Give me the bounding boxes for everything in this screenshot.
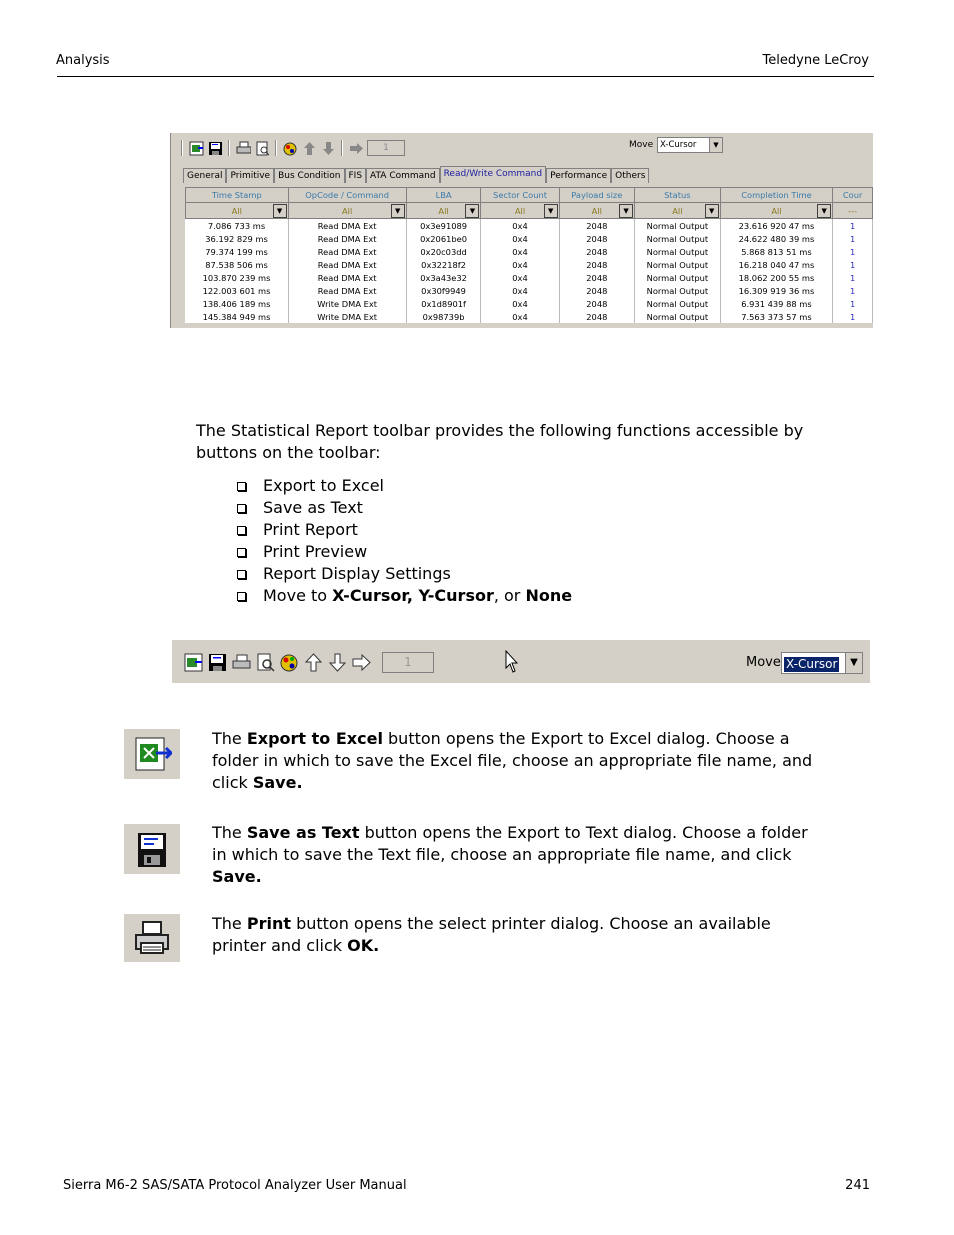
column-header[interactable]: Time Stamp: [186, 188, 289, 203]
column-header[interactable]: Payload size: [559, 188, 634, 203]
table-cell: 138.406 189 ms: [186, 297, 289, 310]
table-cell: 2048: [559, 258, 634, 271]
table-cell: Normal Output: [635, 219, 721, 233]
table-cell: 0x4: [481, 271, 559, 284]
export-excel-icon: [124, 729, 180, 779]
footer-manual-title: Sierra M6-2 SAS/SATA Protocol Analyzer User Manual: [63, 1178, 407, 1193]
statistical-report-screenshot: [170, 133, 873, 328]
table-cell: 0x1d8901f: [406, 297, 481, 310]
table-cell: 122.003 601 ms: [186, 284, 289, 297]
table-cell: Normal Output: [635, 232, 721, 245]
page-spinner[interactable]: 1: [382, 652, 434, 673]
table-row[interactable]: [186, 310, 873, 323]
tab-general[interactable]: General: [183, 168, 226, 183]
table-cell: 2048: [559, 310, 634, 323]
header-rule: [57, 76, 874, 77]
column-filter[interactable]: ---: [833, 203, 873, 219]
column-header[interactable]: Sector Count: [481, 188, 559, 203]
table-cell: 2048: [559, 245, 634, 258]
tab-performance[interactable]: Performance: [546, 168, 611, 183]
table-cell: 0x4: [481, 258, 559, 271]
print-description: The Print button opens the select printer dialog. Choose an available printer and click OK.: [212, 914, 771, 955]
move-select[interactable]: [781, 652, 863, 674]
chevron-down-icon[interactable]: ▼: [845, 653, 862, 673]
table-cell: 2048: [559, 219, 634, 233]
column-filter[interactable]: All ▼: [720, 203, 833, 219]
save-text-description: The Save as Text button opens the Export to Text dialog. Choose a folder in which to save the Text file, choose an appropriate file name, and click Save.: [212, 823, 808, 886]
report-toolbar: [181, 137, 405, 159]
tab-fis[interactable]: FIS: [345, 168, 367, 183]
column-header[interactable]: LBA: [406, 188, 481, 203]
arrow-up-icon[interactable]: [304, 653, 323, 672]
column-filter[interactable]: All ▼: [481, 203, 559, 219]
table-cell: Normal Output: [635, 271, 721, 284]
table-cell: 87.538 506 ms: [186, 258, 289, 271]
column-header[interactable]: Cour: [833, 188, 873, 203]
print-preview-icon[interactable]: [256, 653, 275, 672]
table-cell: 103.870 239 ms: [186, 271, 289, 284]
table-cell: 7.563 373 57 ms: [720, 310, 833, 323]
table-cell: Normal Output: [635, 284, 721, 297]
column-filter[interactable]: All ▼: [635, 203, 721, 219]
print-icon[interactable]: [235, 140, 251, 156]
table-cell: 0x4: [481, 284, 559, 297]
column-filter[interactable]: All ▼: [559, 203, 634, 219]
move-label: Move: [629, 140, 654, 150]
print-preview-icon[interactable]: [254, 140, 270, 156]
table-cell: 24.622 480 39 ms: [720, 232, 833, 245]
tab-ata-command[interactable]: ATA Command: [366, 168, 440, 183]
save-text-icon: [124, 822, 180, 874]
table-row[interactable]: [186, 271, 873, 284]
table-cell: 0x2061be0: [406, 232, 481, 245]
chevron-down-icon[interactable]: ▼: [273, 204, 287, 218]
table-cell: 0x4: [481, 310, 559, 323]
move-select[interactable]: [657, 137, 723, 153]
header-section-title: Analysis: [56, 53, 110, 68]
move-label: Move: [746, 655, 781, 670]
table-row[interactable]: [186, 284, 873, 297]
arrow-right-icon[interactable]: [348, 140, 364, 156]
table-cell: Read DMA Ext: [288, 245, 406, 258]
table-cell: 0x3a43e32: [406, 271, 481, 284]
column-filter[interactable]: All ▼: [186, 203, 289, 219]
table-cell: 2048: [559, 297, 634, 310]
move-value: X-Cursor: [660, 140, 697, 150]
table-cell: 7.086 733 ms: [186, 219, 289, 233]
table-cell: 145.384 949 ms: [186, 310, 289, 323]
table-cell: 1: [833, 271, 873, 284]
table-cell: 2048: [559, 284, 634, 297]
print-icon[interactable]: [232, 653, 251, 672]
table-cell: 0x4: [481, 219, 559, 233]
table-cell: Read DMA Ext: [288, 232, 406, 245]
table-cell: Read DMA Ext: [288, 258, 406, 271]
export-excel-description: The Export to Excel button opens the Export to Excel dialog. Choose a folder in which to save the Excel file, choose an appropriate file name, and click Save.: [212, 729, 813, 792]
table-cell: 1: [833, 284, 873, 297]
column-filter[interactable]: All ▼: [288, 203, 406, 219]
arrow-right-icon[interactable]: [352, 653, 371, 672]
report-tabs: [183, 166, 649, 182]
toolbar-large: [184, 652, 434, 673]
list-item: Export to Excel: [237, 475, 572, 497]
table-cell: 0x30f9949: [406, 284, 481, 297]
table-cell: 0x3e91089: [406, 219, 481, 233]
table-cell: 2048: [559, 271, 634, 284]
table-cell: Write DMA Ext: [288, 310, 406, 323]
table-cell: 18.062 200 55 ms: [720, 271, 833, 284]
arrow-up-icon[interactable]: [301, 140, 317, 156]
table-cell: Read DMA Ext: [288, 271, 406, 284]
chevron-down-icon[interactable]: ▼: [709, 138, 722, 152]
table-row[interactable]: [186, 232, 873, 245]
table-cell: 1: [833, 232, 873, 245]
tab-bus-condition[interactable]: Bus Condition: [274, 168, 344, 183]
save-text-icon[interactable]: [208, 653, 227, 672]
list-item: Move to X-Cursor, Y-Cursor, or None: [237, 585, 572, 607]
table-cell: 0x4: [481, 232, 559, 245]
column-header[interactable]: Completion Time: [720, 188, 833, 203]
toolbar-screenshot: [172, 640, 870, 683]
table-row[interactable]: [186, 245, 873, 258]
table-cell: Normal Output: [635, 245, 721, 258]
column-header[interactable]: Status: [635, 188, 721, 203]
display-settings-icon[interactable]: [280, 653, 299, 672]
column-filter[interactable]: All ▼: [406, 203, 481, 219]
table-cell: 16.309 919 36 ms: [720, 284, 833, 297]
table-cell: 16.218 040 47 ms: [720, 258, 833, 271]
display-settings-icon[interactable]: [282, 140, 298, 156]
intro-paragraph: The Statistical Report toolbar provides the following functions accessible by buttons on the toolbar:: [196, 421, 804, 462]
table-cell: 2048: [559, 232, 634, 245]
table-cell: 1: [833, 297, 873, 310]
table-row[interactable]: [186, 297, 873, 310]
table-cell: 1: [833, 219, 873, 233]
table-cell: Write DMA Ext: [288, 297, 406, 310]
page-spinner[interactable]: 1: [367, 140, 405, 156]
table-cell: Normal Output: [635, 297, 721, 310]
tab-others[interactable]: Others: [611, 168, 649, 183]
tab-primitive[interactable]: Primitive: [226, 168, 274, 183]
page-number: 241: [845, 1178, 870, 1193]
table-cell: Read DMA Ext: [288, 219, 406, 233]
printer-icon: [124, 914, 180, 962]
table-cell: 0x4: [481, 245, 559, 258]
mouse-cursor-icon: [505, 650, 519, 678]
table-cell: 6.931 439 88 ms: [720, 297, 833, 310]
chevron-down-icon[interactable]: ▼: [465, 204, 479, 218]
table-cell: 1: [833, 245, 873, 258]
table-row[interactable]: [186, 219, 873, 233]
table-cell: 36.192 829 ms: [186, 232, 289, 245]
table-cell: 1: [833, 310, 873, 323]
chevron-down-icon[interactable]: ▼: [619, 204, 633, 218]
list-item: Save as Text: [237, 497, 572, 519]
column-header[interactable]: OpCode / Command: [288, 188, 406, 203]
arrow-down-icon[interactable]: [320, 140, 336, 156]
report-table: [185, 187, 873, 323]
export-excel-icon[interactable]: [188, 140, 204, 156]
table-row[interactable]: [186, 258, 873, 271]
arrow-down-icon[interactable]: [328, 653, 347, 672]
move-value: X-Cursor: [786, 657, 838, 671]
chevron-down-icon[interactable]: ▼: [544, 204, 558, 218]
table-cell: 0x20c03dd: [406, 245, 481, 258]
list-item: Print Preview: [237, 541, 572, 563]
table-cell: 0x4: [481, 297, 559, 310]
list-item: Report Display Settings: [237, 563, 572, 585]
header-company: Teledyne LeCroy: [762, 53, 869, 68]
export-excel-icon[interactable]: [184, 653, 203, 672]
table-cell: 1: [833, 258, 873, 271]
function-list: [237, 475, 572, 607]
table-cell: Normal Output: [635, 310, 721, 323]
table-cell: Normal Output: [635, 258, 721, 271]
table-cell: 79.374 199 ms: [186, 245, 289, 258]
table-cell: 0x98739b: [406, 310, 481, 323]
chevron-down-icon[interactable]: ▼: [817, 204, 831, 218]
table-cell: 0x32218f2: [406, 258, 481, 271]
chevron-down-icon[interactable]: ▼: [705, 204, 719, 218]
table-cell: 5.868 813 51 ms: [720, 245, 833, 258]
table-cell: Read DMA Ext: [288, 284, 406, 297]
chevron-down-icon[interactable]: ▼: [391, 204, 405, 218]
list-item: Print Report: [237, 519, 572, 541]
save-text-icon[interactable]: [207, 140, 223, 156]
table-cell: 23.616 920 47 ms: [720, 219, 833, 233]
tab-read-write-command[interactable]: Read/Write Command: [440, 166, 547, 183]
